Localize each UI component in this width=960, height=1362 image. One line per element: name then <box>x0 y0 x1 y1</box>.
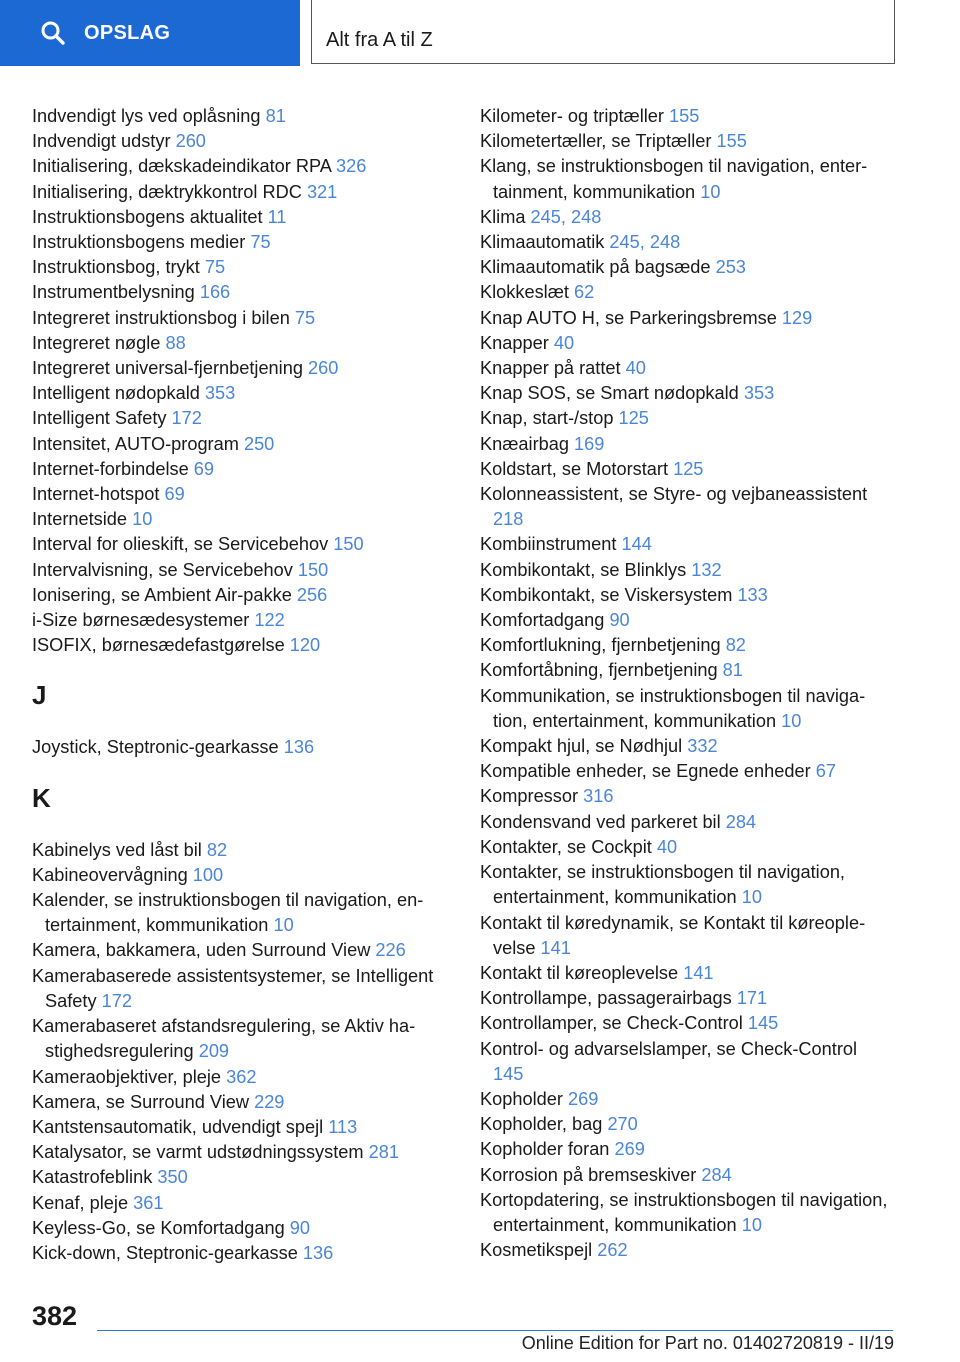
index-entry-term: Kantstensautomatik, udvendigt spejl <box>32 1116 324 1137</box>
index-entry-term: Kalender, se instruktionsbogen til navigation, entertainment, kommunikation <box>32 890 424 936</box>
page-reference-link[interactable]: 260 <box>175 131 206 152</box>
index-entry-term: Kolonneassistent, se Styre- og vejbaneassistent <box>480 484 868 505</box>
index-entry-term: Interval for olieskift, se Servicebehov <box>32 534 329 555</box>
index-entry-term: Knap SOS, se Smart nødopkald <box>480 383 739 404</box>
index-entry <box>32 938 457 963</box>
index-entry <box>32 104 457 129</box>
index-entry-term: Instruktionsbogens aktualitet <box>32 206 263 227</box>
index-entry-term: Integreret universal-fjernbetjening <box>32 358 303 379</box>
index-entry <box>480 784 890 809</box>
page-reference-link[interactable]: 10 <box>741 1214 762 1235</box>
index-entry <box>32 888 457 938</box>
index-entry <box>480 306 890 331</box>
index-column-right <box>480 104 890 1263</box>
index-entry-term: Kilometertæller, se Triptæller <box>480 131 712 152</box>
index-entry <box>480 860 890 910</box>
index-entry-term: Komfortlukning, fjernbetjening <box>480 635 721 656</box>
index-entry-term: Kontrollamper, se Check-Control <box>480 1013 743 1034</box>
index-entry <box>32 406 457 431</box>
page-reference-link[interactable]: 229 <box>254 1091 285 1112</box>
index-entry-term: Kombikontakt, se Viskersystem <box>480 584 733 605</box>
page-reference-link[interactable]: 125 <box>673 458 704 479</box>
index-entry <box>480 1238 890 1263</box>
index-column-left <box>32 104 457 1266</box>
index-letter-heading: J <box>32 680 47 711</box>
page-reference-link[interactable]: 100 <box>192 864 224 885</box>
page-reference-link[interactable]: 321 <box>306 181 338 202</box>
page-reference-link[interactable]: 169 <box>574 433 605 454</box>
index-entry-term: Knap, start-/stop <box>480 408 614 429</box>
page-reference-link[interactable]: 136 <box>283 737 315 758</box>
index-entry <box>480 1163 890 1188</box>
index-entry <box>480 734 890 759</box>
index-entry-term: Kombiinstrument <box>480 534 617 555</box>
index-entry <box>32 180 457 205</box>
footer-divider <box>97 1330 893 1331</box>
page-reference-link[interactable]: 209 <box>198 1041 230 1062</box>
index-entry-term: Kenaf, pleje <box>32 1192 129 1213</box>
section-title-box <box>311 0 895 64</box>
page-reference-link[interactable]: 62 <box>574 282 595 303</box>
page-reference-link[interactable]: 10 <box>273 915 294 936</box>
index-entry-term: Kontakter, se Cockpit <box>480 836 652 857</box>
index-entry <box>480 331 890 356</box>
page-reference-link[interactable]: 133 <box>737 584 768 605</box>
page-reference-link[interactable]: 125 <box>618 408 649 429</box>
page-reference-link[interactable]: 362 <box>226 1066 257 1087</box>
index-entry <box>480 759 890 784</box>
index-entry-term: Kontakt til køredynamik, se Kontakt til køreoplevelse <box>480 912 866 958</box>
footer-edition-text: Online Edition for Part no. 01402720819 - II/19 <box>521 1333 894 1353</box>
page-reference-link[interactable]: 350 <box>157 1167 188 1188</box>
page-reference-link[interactable]: 88 <box>165 332 186 353</box>
page-reference-link[interactable]: 40 <box>656 836 678 857</box>
index-entry-term: Kommunikation, se instruktionsbogen til navigation, entertainment, kommunikation <box>480 685 866 731</box>
index-entry-term: Kilometer- og triptæller <box>480 106 664 126</box>
index-entry-term: Kombikontakt, se Blinklys <box>480 559 687 580</box>
index-entry <box>32 838 457 863</box>
page-reference-link[interactable]: 150 <box>297 559 329 580</box>
index-entry-term: Kabineovervågning <box>32 864 188 885</box>
index-entry-term: Joystick, Steptronic-gearkasse <box>32 737 279 758</box>
index-entry <box>32 205 457 230</box>
index-entry-term: Knæairbag <box>480 433 569 454</box>
page-reference-link[interactable]: 155 <box>669 106 700 126</box>
index-entry-term: Klimaautomatik på bagsæde <box>480 257 711 278</box>
index-entry <box>480 154 890 204</box>
index-entry <box>32 1065 457 1090</box>
index-entry <box>32 507 457 532</box>
index-entry-term: Klima <box>480 206 526 227</box>
index-entry <box>32 482 457 507</box>
page-reference-link[interactable]: 270 <box>607 1114 638 1135</box>
page-reference-link[interactable]: 145 <box>747 1013 779 1034</box>
index-entry <box>32 532 457 557</box>
page-reference-link[interactable]: 75 <box>294 307 316 328</box>
page-reference-link[interactable]: 40 <box>553 332 575 353</box>
index-entry-term: Kosmetikspejl <box>480 1240 593 1261</box>
index-entry <box>32 1115 457 1140</box>
index-entry-term: Knapper <box>480 332 549 353</box>
page-reference-link[interactable]: 256 <box>296 584 328 605</box>
page-reference-link[interactable]: 11 <box>267 206 287 227</box>
page-reference-link[interactable]: 82 <box>725 635 746 656</box>
index-entry <box>32 583 457 608</box>
index-entry <box>480 356 890 381</box>
page-reference-link[interactable]: 150 <box>333 534 364 555</box>
index-entry-term: Kondensvand ved parkeret bil <box>480 811 721 832</box>
page-reference-link[interactable]: 90 <box>609 610 630 631</box>
index-entry-term: Intelligent nødopkald <box>32 383 200 404</box>
index-entry-term: Instruktionsbogens medier <box>32 232 246 253</box>
page-reference-link[interactable]: 10 <box>132 509 153 530</box>
page-reference-link[interactable]: 281 <box>368 1142 399 1163</box>
page-reference-link[interactable]: 245, 248 <box>609 232 681 253</box>
index-entry-term: Indvendigt lys ved oplåsning <box>32 106 261 126</box>
index-entry-term: ISOFIX, børnesædefastgørelse <box>32 635 285 656</box>
index-entry <box>480 532 890 557</box>
index-entry-term: Kontrollampe, passagerairbags <box>480 988 732 1009</box>
page-reference-link[interactable]: 122 <box>254 610 285 631</box>
index-entry <box>32 432 457 457</box>
index-entry-term: Integreret instruktionsbog i bilen <box>32 307 290 328</box>
index-entry <box>480 255 890 280</box>
page-reference-link[interactable]: 75 <box>204 257 226 278</box>
index-entry <box>480 633 890 658</box>
magnifier-icon <box>40 20 66 46</box>
index-entry <box>480 961 890 986</box>
page-reference-link[interactable]: 353 <box>743 383 775 404</box>
page-reference-link[interactable]: 129 <box>781 307 813 328</box>
index-entry <box>480 104 890 129</box>
index-entry-term: Kamera, se Surround View <box>32 1091 250 1112</box>
index-entry-term: Internetside <box>32 509 128 530</box>
index-entry <box>32 558 457 583</box>
index-entry-term: Knap AUTO H, se Parkeringsbremse <box>480 307 777 328</box>
index-entry-term: Integreret nøgle <box>32 332 161 353</box>
page-reference-link[interactable]: 269 <box>567 1088 599 1109</box>
header <box>0 0 960 66</box>
index-entry-term: Katastrofeblink <box>32 1167 153 1188</box>
index-entry-term: Kopholder <box>480 1088 563 1109</box>
index-entry-term: Ionisering, se Ambient Air-pakke <box>32 584 292 605</box>
page-reference-link[interactable]: 75 <box>250 232 271 253</box>
index-entry-term: Internet-forbindelse <box>32 458 189 479</box>
page-reference-link[interactable]: 172 <box>171 408 202 429</box>
index-entry-term: Keyless-Go, se Komfortadgang <box>32 1217 285 1238</box>
page-reference-link[interactable]: 155 <box>716 131 747 152</box>
index-entry-term: i-Size børnesædesystemer <box>32 610 250 631</box>
index-entry <box>480 1112 890 1137</box>
page-reference-link[interactable]: 141 <box>683 962 714 983</box>
index-entry <box>480 810 890 835</box>
page-reference-link[interactable]: 171 <box>736 988 768 1009</box>
page-reference-link[interactable]: 284 <box>701 1164 732 1185</box>
index-entry <box>32 154 457 179</box>
index-entry-term: Intervalvisning, se Servicebehov <box>32 559 293 580</box>
index-entry-term: Koldstart, se Motorstart <box>480 458 669 479</box>
search-tab-label: OPSLAG <box>84 21 171 44</box>
index-entry <box>480 835 890 860</box>
index-entry-term: Intelligent Safety <box>32 408 167 429</box>
page-reference-link[interactable]: 81 <box>265 106 286 126</box>
index-entry <box>480 1188 890 1238</box>
index-letter-heading: K <box>32 782 51 813</box>
page-reference-link[interactable]: 141 <box>540 937 571 958</box>
section-title: Alt fra A til Z <box>326 29 433 51</box>
index-entry-term: Initialisering, dæktrykkontrol RDC <box>32 181 302 202</box>
page-reference-link[interactable]: 260 <box>308 358 339 379</box>
index-entry <box>480 129 890 154</box>
index-entry-term: Kontakter, se instruktionsbogen til navigation, entertainment, kommunikation <box>480 862 845 908</box>
index-entry <box>32 1241 457 1266</box>
index-entry <box>480 457 890 482</box>
page-number: 382 <box>32 1301 78 1331</box>
index-entry-term: Katalysator, se varmt udstødningssystem <box>32 1142 364 1163</box>
page-reference-link[interactable]: 90 <box>289 1217 311 1238</box>
page-reference-link[interactable]: 245, 248 <box>530 206 602 227</box>
page-reference-link[interactable]: 326 <box>335 156 367 177</box>
page-reference-link[interactable]: 262 <box>597 1240 628 1261</box>
index-entry <box>480 583 890 608</box>
index-entry-term: Kontakt til køreoplevelse <box>480 962 679 983</box>
index-entry-term: Klimaautomatik <box>480 232 605 253</box>
page-reference-link[interactable]: 10 <box>741 887 762 908</box>
index-entry <box>480 684 890 734</box>
index-entry <box>32 1140 457 1165</box>
index-entry-term: Instrumentbelysning <box>32 282 195 303</box>
index-entry <box>32 1191 457 1216</box>
index-entry-term: Kompatible enheder, se Egnede enheder <box>480 761 811 782</box>
index-entry-term: Kompressor <box>480 786 579 807</box>
search-tab[interactable] <box>0 0 300 66</box>
index-entry-term: Knapper på rattet <box>480 358 621 379</box>
page-reference-link[interactable]: 172 <box>101 990 132 1011</box>
index-entry-term: Kameraobjektiver, pleje <box>32 1066 222 1087</box>
index-entry <box>32 280 457 305</box>
index-entry <box>480 406 890 431</box>
page-reference-link[interactable]: 145 <box>493 1063 524 1084</box>
page-reference-link[interactable]: 67 <box>815 761 836 782</box>
page-reference-link[interactable]: 284 <box>725 811 757 832</box>
index-entry <box>32 381 457 406</box>
page-reference-link[interactable]: 69 <box>193 458 215 479</box>
index-entry <box>480 230 890 255</box>
index-entry <box>480 1011 890 1036</box>
index-entry-term: Indvendigt udstyr <box>32 131 171 152</box>
index-entry-term: Komfortåbning, fjernbetjening <box>480 660 718 681</box>
index-entry-term: Kortopdatering, se instruktionsbogen til navigation, entertainment, kommunikation <box>480 1189 888 1235</box>
page-reference-link[interactable]: 353 <box>204 383 236 404</box>
index-entry <box>480 1137 890 1162</box>
index-entry <box>32 608 457 633</box>
page-reference-link[interactable]: 316 <box>583 786 614 807</box>
page-reference-link[interactable]: 253 <box>715 257 746 278</box>
index-entry-term: Kick-down, Steptronic-gearkasse <box>32 1242 298 1263</box>
index-entry <box>480 558 890 583</box>
index-entry-term: Klang, se instruktionsbogen til navigation, entertainment, kommunikation <box>480 156 868 202</box>
page-reference-link[interactable]: 361 <box>133 1192 164 1213</box>
index-entry <box>480 608 890 633</box>
index-entry-term: Kopholder foran <box>480 1139 610 1160</box>
index-entry <box>480 432 890 457</box>
index-entry-term: Korrosion på bremseskiver <box>480 1164 697 1185</box>
index-entry <box>480 205 890 230</box>
index-entry-term: Kopholder, bag <box>480 1114 603 1135</box>
page-reference-link[interactable]: 136 <box>302 1242 334 1263</box>
index-entry-term: Intensitet, AUTO-program <box>32 433 239 454</box>
index-entry-term: Kamera, bakkamera, uden Surround View <box>32 940 371 961</box>
index-entry <box>480 1087 890 1112</box>
index-entry-term: Kontrol- og advarselslamper, se Check-Control <box>480 1038 858 1059</box>
page-reference-link[interactable]: 81 <box>722 660 743 681</box>
page-reference-link[interactable]: 144 <box>621 534 652 555</box>
page-reference-link[interactable]: 332 <box>687 736 718 757</box>
page-reference-link[interactable]: 10 <box>781 710 802 731</box>
index-entry <box>32 230 457 255</box>
index-entry-term: Internet-hotspot <box>32 484 160 505</box>
index-entry <box>32 129 457 154</box>
page-reference-link[interactable]: 166 <box>199 282 231 303</box>
index-entry-term: Initialisering, dækskadeindikator RPA <box>32 156 331 177</box>
page-reference-link[interactable]: 218 <box>493 509 524 530</box>
index-entry-term: Kamerabaseret afstandsregulering, se Aktiv hastighedsregulering <box>32 1016 416 1062</box>
index-entry <box>480 911 890 961</box>
index-entry <box>32 1216 457 1241</box>
index-entry-term: Komfortadgang <box>480 610 605 631</box>
page-reference-link[interactable]: 69 <box>164 484 185 505</box>
index-entry-term: Instruktionsbog, trykt <box>32 257 200 278</box>
index-entry <box>480 1037 890 1087</box>
index-entry <box>480 658 890 683</box>
page-reference-link[interactable]: 10 <box>700 181 721 202</box>
index-entry <box>32 1014 457 1064</box>
index-entry <box>480 482 890 532</box>
index-entry <box>32 735 457 760</box>
index-entry <box>32 1165 457 1190</box>
index-entry <box>32 457 457 482</box>
index-entry-term: Klokkeslæt <box>480 282 569 303</box>
index-entry <box>480 280 890 305</box>
index-entry <box>32 356 457 381</box>
index-entry <box>480 381 890 406</box>
index-entry <box>480 986 890 1011</box>
index-entry-term: Kompakt hjul, se Nødhjul <box>480 736 683 757</box>
page-reference-link[interactable]: 269 <box>614 1139 645 1160</box>
index-entry-term: Kabinelys ved låst bil <box>32 839 202 860</box>
index-entry <box>32 964 457 1014</box>
index-entry-term: Kamerabaserede assistentsystemer, se Intelligent Safety <box>32 965 434 1011</box>
page-reference-link[interactable]: 82 <box>206 839 228 860</box>
index-entry <box>32 1090 457 1115</box>
index-entry <box>32 331 457 356</box>
page-reference-link[interactable]: 226 <box>375 940 406 961</box>
page-reference-link[interactable]: 250 <box>243 433 275 454</box>
page-reference-link[interactable]: 120 <box>289 635 321 656</box>
page-reference-link[interactable]: 132 <box>691 559 722 580</box>
page-reference-link[interactable]: 113 <box>328 1116 358 1137</box>
index-entry <box>32 633 457 658</box>
page-reference-link[interactable]: 40 <box>625 358 646 379</box>
index-entry <box>32 255 457 280</box>
index-entry <box>32 306 457 331</box>
index-entry <box>32 863 457 888</box>
